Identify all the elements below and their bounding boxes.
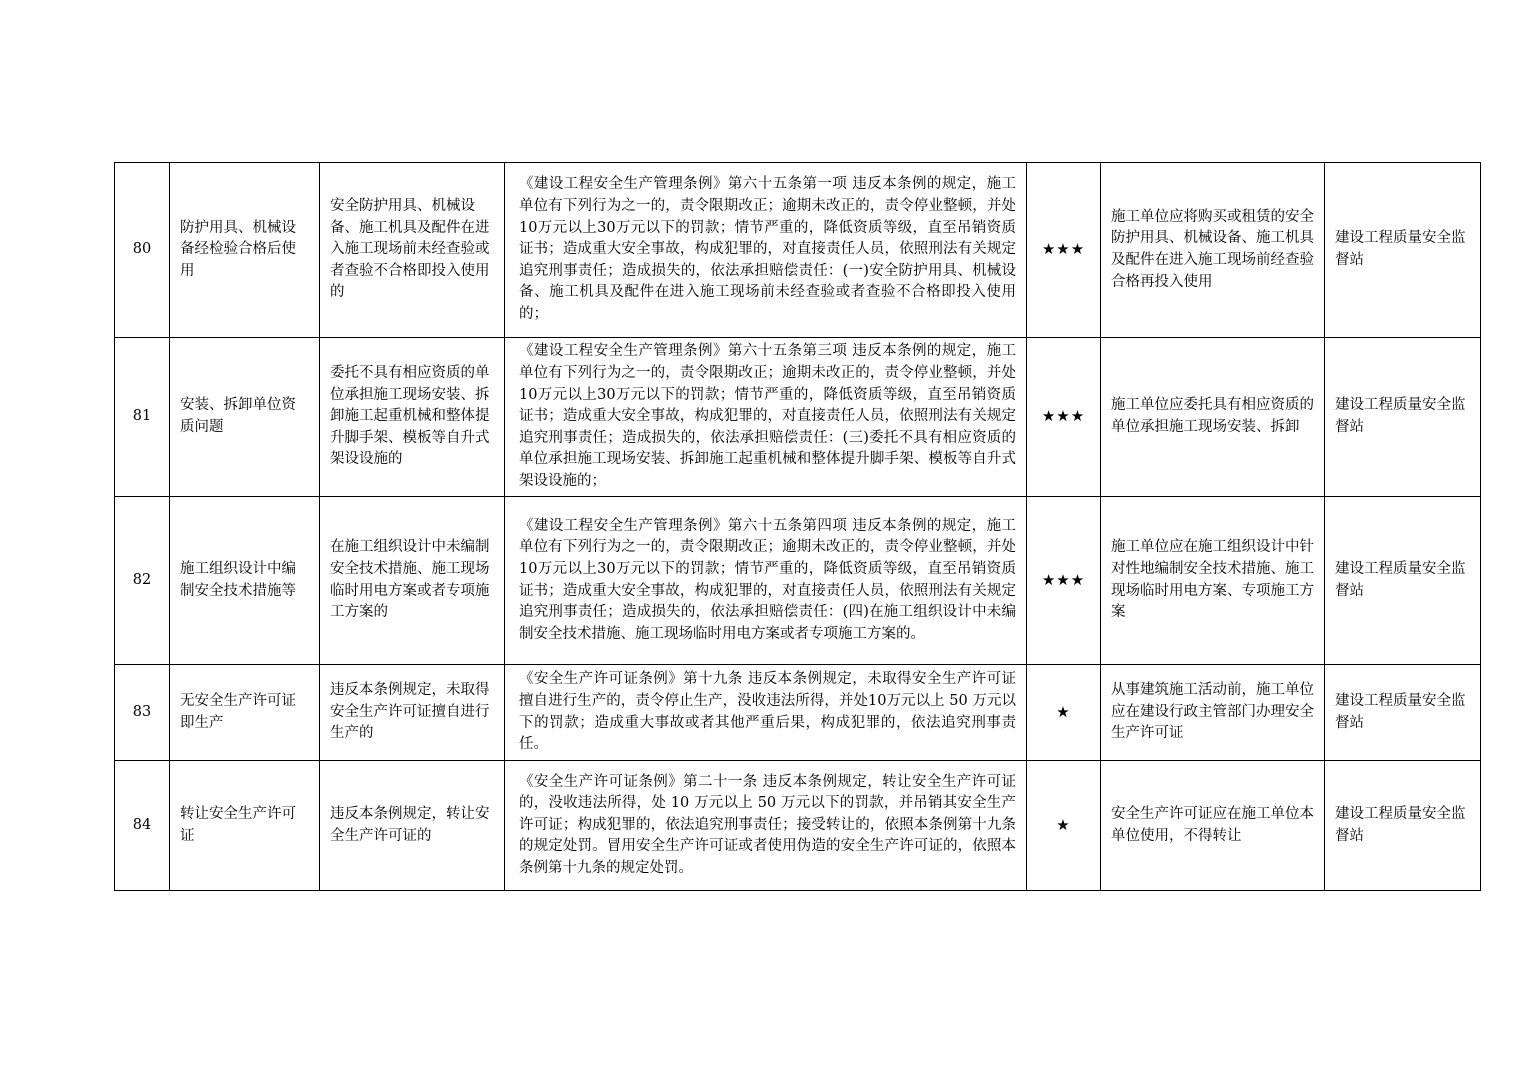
item-cell: 转让安全生产许可证 (170, 761, 320, 891)
authority-cell: 建设工程质量安全监督站 (1325, 665, 1481, 761)
table-row (115, 163, 1481, 338)
severity-stars: ★ (1027, 665, 1101, 761)
violation-cell: 安全防护用具、机械设备、施工机具及配件在进入施工现场前未经查验或者查验不合格即投入使用的 (320, 163, 505, 338)
legal-basis-cell: 《建设工程安全生产管理条例》第六十五条第三项 违反本条例的规定，施工单位有下列行为之一的，责令限期改正；逾期未改正的，责令停业整顿，并处10万元以上30万元以下的罚款；情节严重的，降低资质等级，直至吊销资质证书；造成重大安全事故，构成犯罪的，对直接责任人员，依照刑法有关规定追究刑事责任；造成损失的，依法承担赔偿责任：(三)委托不具有相应资质的单位承担施工现场安装、拆卸施工起重机械和整体提升脚手架、模板等自升式架设设施的； (505, 338, 1027, 497)
item-cell: 安装、拆卸单位资质问题 (170, 338, 320, 497)
violation-cell: 在施工组织设计中未编制安全技术措施、施工现场临时用电方案或者专项施工方案的 (320, 497, 505, 665)
severity-stars: ★★★ (1027, 163, 1101, 338)
authority-cell: 建设工程质量安全监督站 (1325, 163, 1481, 338)
violation-cell: 违反本条例规定，未取得安全生产许可证擅自进行生产的 (320, 665, 505, 761)
row-number: 82 (115, 497, 170, 665)
row-number: 80 (115, 163, 170, 338)
requirement-cell: 安全生产许可证应在施工单位本单位使用，不得转让 (1101, 761, 1325, 891)
table-row (115, 338, 1481, 497)
severity-stars: ★★★ (1027, 497, 1101, 665)
table-row (115, 665, 1481, 761)
item-cell: 无安全生产许可证即生产 (170, 665, 320, 761)
legal-basis-cell: 《建设工程安全生产管理条例》第六十五条第四项 违反本条例的规定，施工单位有下列行为之一的，责令限期改正；逾期未改正的，责令停业整顿，并处10万元以上30万元以下的罚款；情节严重的，降低资质等级，直至吊销资质证书；造成重大安全事故，构成犯罪的，对直接责任人员，依照刑法有关规定追究刑事责任；造成损失的，依法承担赔偿责任：(四)在施工组织设计中未编制安全技术措施、施工现场临时用电方案或者专项施工方案的。 (505, 497, 1027, 665)
item-cell: 施工组织设计中编制安全技术措施等 (170, 497, 320, 665)
row-number: 84 (115, 761, 170, 891)
severity-stars: ★★★ (1027, 338, 1101, 497)
legal-basis-cell: 《建设工程安全生产管理条例》第六十五条第一项 违反本条例的规定，施工单位有下列行为之一的，责令限期改正；逾期未改正的，责令停业整顿，并处10万元以上30万元以下的罚款；情节严重的，降低资质等级，直至吊销资质证书；造成重大安全事故，构成犯罪的，对直接责任人员，依照刑法有关规定追究刑事责任；造成损失的，依法承担赔偿责任：(一)安全防护用具、机械设备、施工机具及配件在进入施工现场前未经查验或者查验不合格即投入使用的； (505, 163, 1027, 338)
row-number: 83 (115, 665, 170, 761)
violation-cell: 违反本条例规定，转让安全生产许可证的 (320, 761, 505, 891)
requirement-cell: 施工单位应委托具有相应资质的单位承担施工现场安装、拆卸 (1101, 338, 1325, 497)
requirement-cell: 施工单位应将购买或租赁的安全防护用具、机械设备、施工机具及配件在进入施工现场前经查验合格再投入使用 (1101, 163, 1325, 338)
row-number: 81 (115, 338, 170, 497)
table-row (115, 761, 1481, 891)
violation-cell: 委托不具有相应资质的单位承担施工现场安装、拆卸施工起重机械和整体提升脚手架、模板等自升式架设设施的 (320, 338, 505, 497)
legal-basis-cell: 《安全生产许可证条例》第十九条 违反本条例规定，未取得安全生产许可证擅自进行生产的，责令停止生产，没收违法所得，并处10万元以上 50 万元以下的罚款；造成重大事故或者其他严重后果，构成犯罪的，依法追究刑事责任。 (505, 665, 1027, 761)
requirement-cell: 施工单位应在施工组织设计中针对性地编制安全技术措施、施工现场临时用电方案、专项施工方案 (1101, 497, 1325, 665)
authority-cell: 建设工程质量安全监督站 (1325, 761, 1481, 891)
severity-stars: ★ (1027, 761, 1101, 891)
legal-basis-cell: 《安全生产许可证条例》第二十一条 违反本条例规定，转让安全生产许可证的，没收违法所得，处 10 万元以上 50 万元以下的罚款，并吊销其安全生产许可证；构成犯罪的，依法追究刑事责任；接受转让的，依照本条例第十九条的规定处罚。冒用安全生产许可证或者使用伪造的安全生产许可证的，依照本条例第十九条的规定处罚。 (505, 761, 1027, 891)
table-row (115, 497, 1481, 665)
authority-cell: 建设工程质量安全监督站 (1325, 338, 1481, 497)
item-cell: 防护用具、机械设备经检验合格后使用 (170, 163, 320, 338)
authority-cell: 建设工程质量安全监督站 (1325, 497, 1481, 665)
requirement-cell: 从事建筑施工活动前，施工单位应在建设行政主管部门办理安全生产许可证 (1101, 665, 1325, 761)
regulation-table (114, 162, 1481, 891)
